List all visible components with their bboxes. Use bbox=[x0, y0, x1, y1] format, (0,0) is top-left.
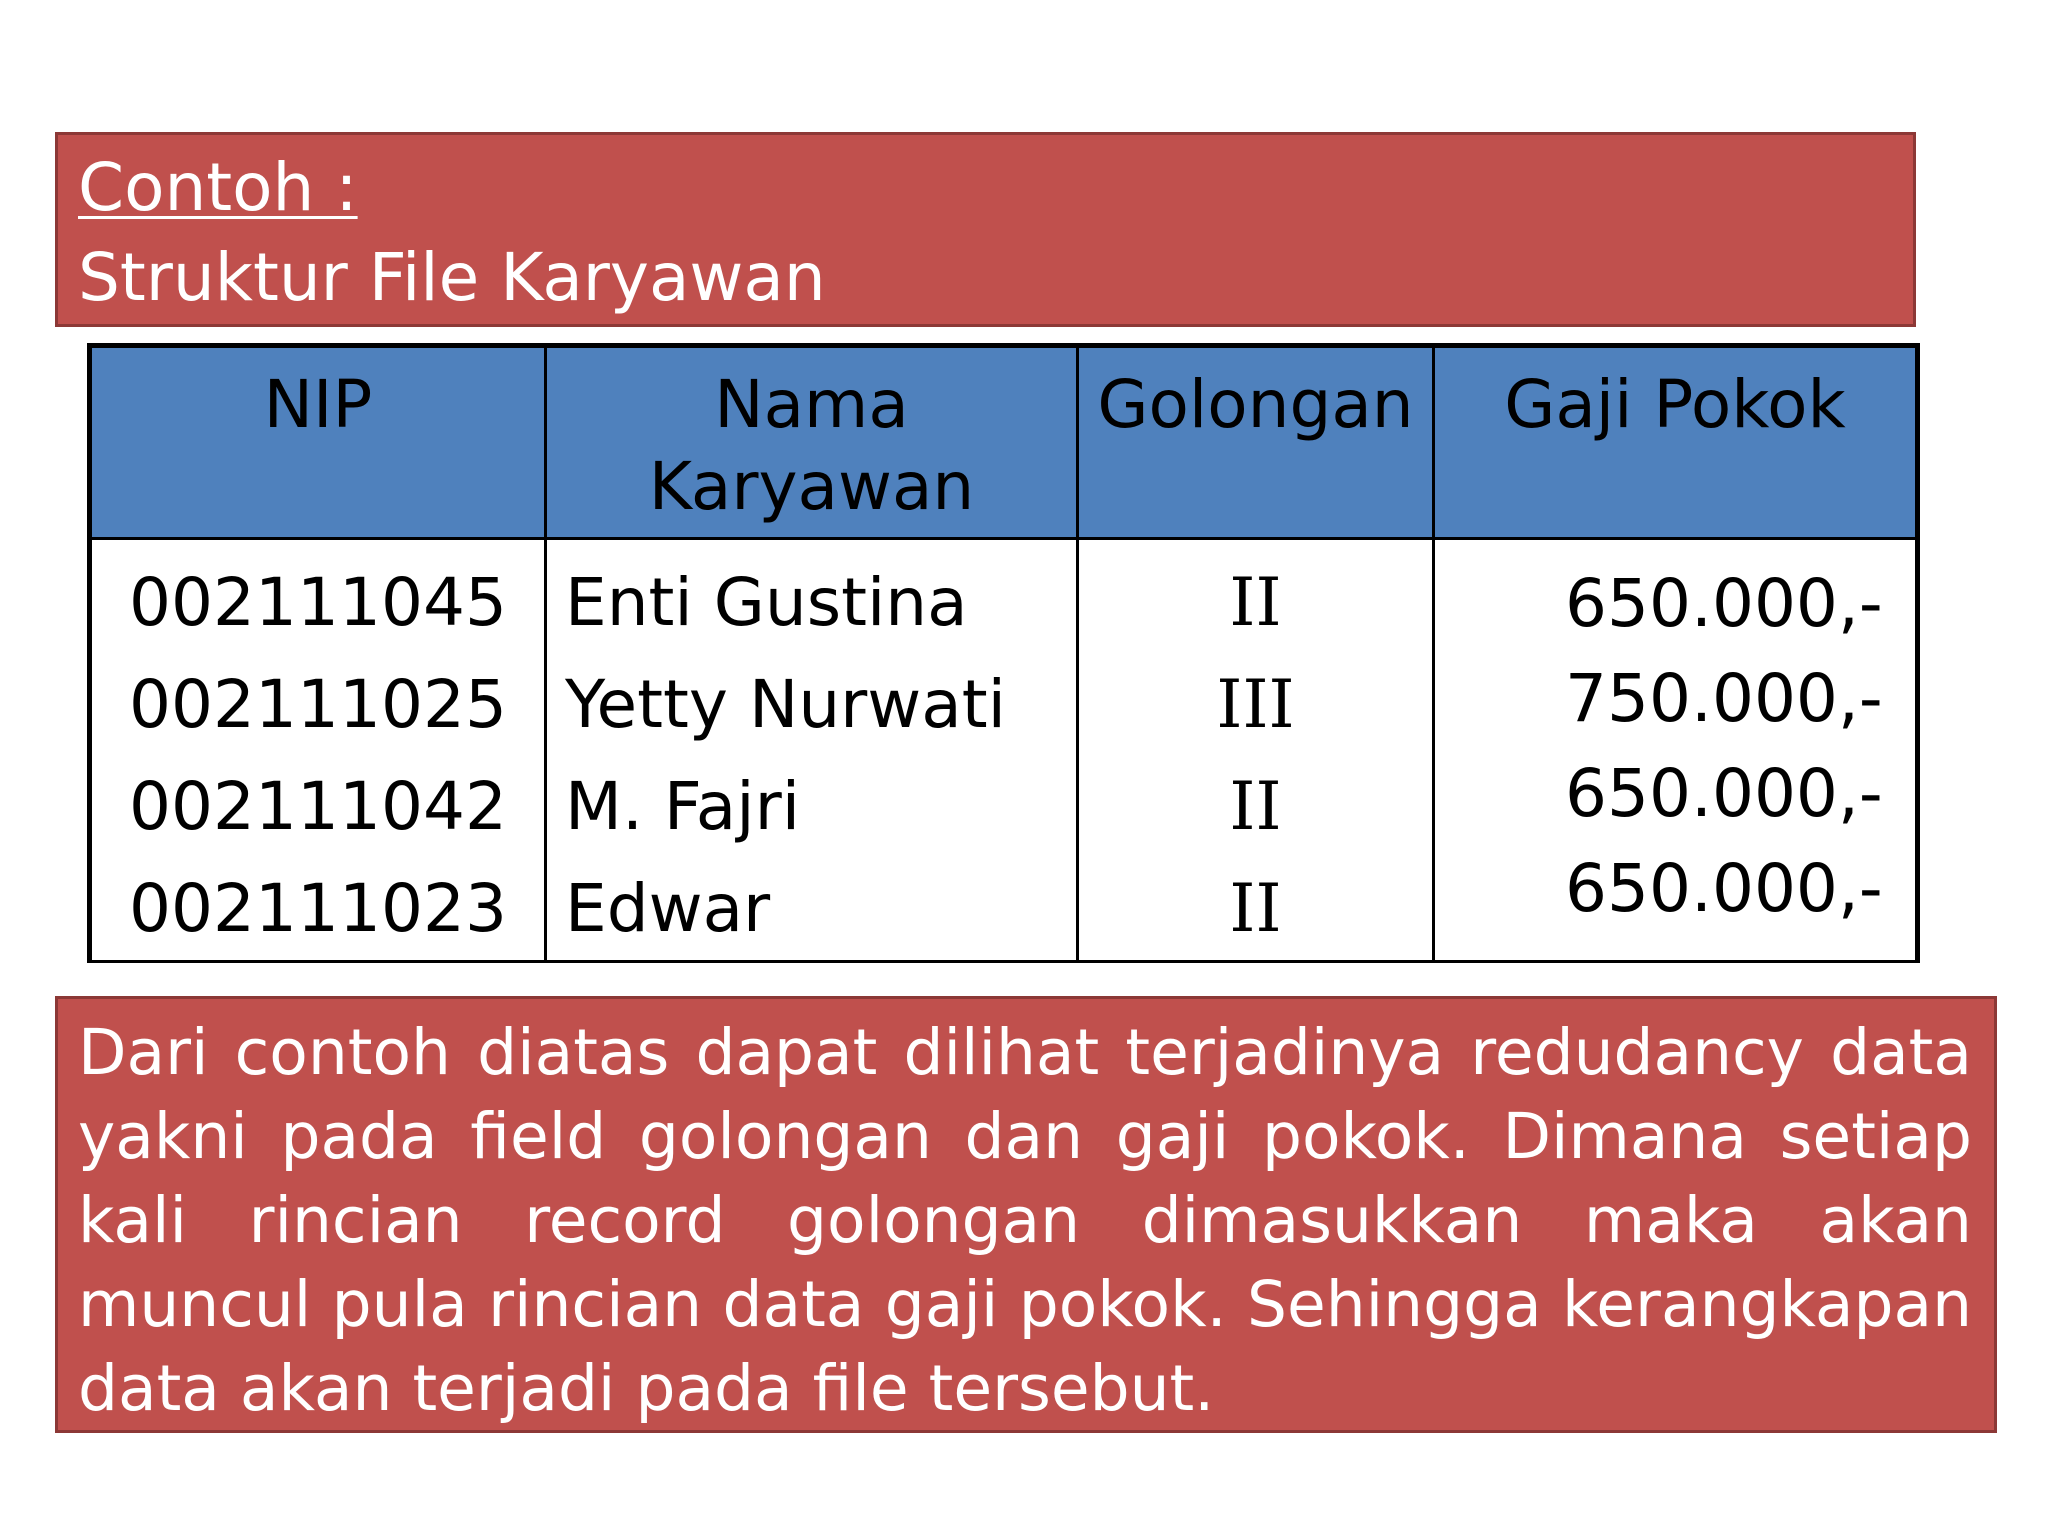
cell-nama: Edwar bbox=[565, 870, 771, 947]
cell-nama: Enti Gustina bbox=[565, 564, 968, 641]
cell-gaji: 650.000,- bbox=[1565, 850, 1883, 927]
cell-gaji: 750.000,- bbox=[1565, 660, 1883, 737]
header-gaji-label: Gaji Pokok bbox=[1504, 366, 1846, 443]
column-nama bbox=[547, 540, 1079, 960]
header-nama bbox=[547, 348, 1079, 540]
header-nip bbox=[92, 348, 547, 540]
cell-nip: 002111042 bbox=[129, 768, 507, 845]
cell-nama: M. Fajri bbox=[565, 768, 801, 845]
title-box bbox=[55, 132, 1916, 327]
cell-golongan: II bbox=[1229, 564, 1282, 641]
employee-table bbox=[87, 343, 1920, 963]
column-golongan bbox=[1079, 540, 1435, 960]
cell-nip: 002111025 bbox=[129, 666, 507, 743]
cell-gaji: 650.000,- bbox=[1565, 755, 1883, 832]
title-label: Contoh : bbox=[78, 149, 358, 226]
header-nip-label: NIP bbox=[263, 366, 373, 443]
description-text: Dari contoh diatas dapat dilihat terjadinya redudancy data yakni pada field golongan dan gaji pokok. Dimana setiap kali rincian record golongan dimasukkan maka akan muncul pula rincian data gaji pokok. Sehingga kerangkapan data akan terjadi pada file tersebut. bbox=[78, 1016, 1972, 1425]
cell-nip: 002111023 bbox=[129, 870, 507, 947]
cell-golongan: III bbox=[1216, 666, 1295, 743]
header-nama-line2: Karyawan bbox=[648, 448, 975, 525]
cell-nama: Yetty Nurwati bbox=[565, 666, 1006, 743]
cell-golongan: II bbox=[1229, 768, 1282, 845]
cell-gaji: 650.000,- bbox=[1565, 565, 1883, 642]
cell-nip: 002111045 bbox=[129, 564, 507, 641]
description-box bbox=[55, 996, 1997, 1433]
header-gaji bbox=[1435, 348, 1915, 540]
cell-golongan: II bbox=[1229, 870, 1282, 947]
column-nip bbox=[92, 540, 547, 960]
title-subtitle: Struktur File Karyawan bbox=[78, 239, 826, 316]
header-golongan bbox=[1079, 348, 1435, 540]
header-nama-line1: Nama bbox=[714, 366, 909, 443]
header-golongan-label: Golongan bbox=[1097, 366, 1414, 443]
column-gaji bbox=[1435, 540, 1915, 960]
